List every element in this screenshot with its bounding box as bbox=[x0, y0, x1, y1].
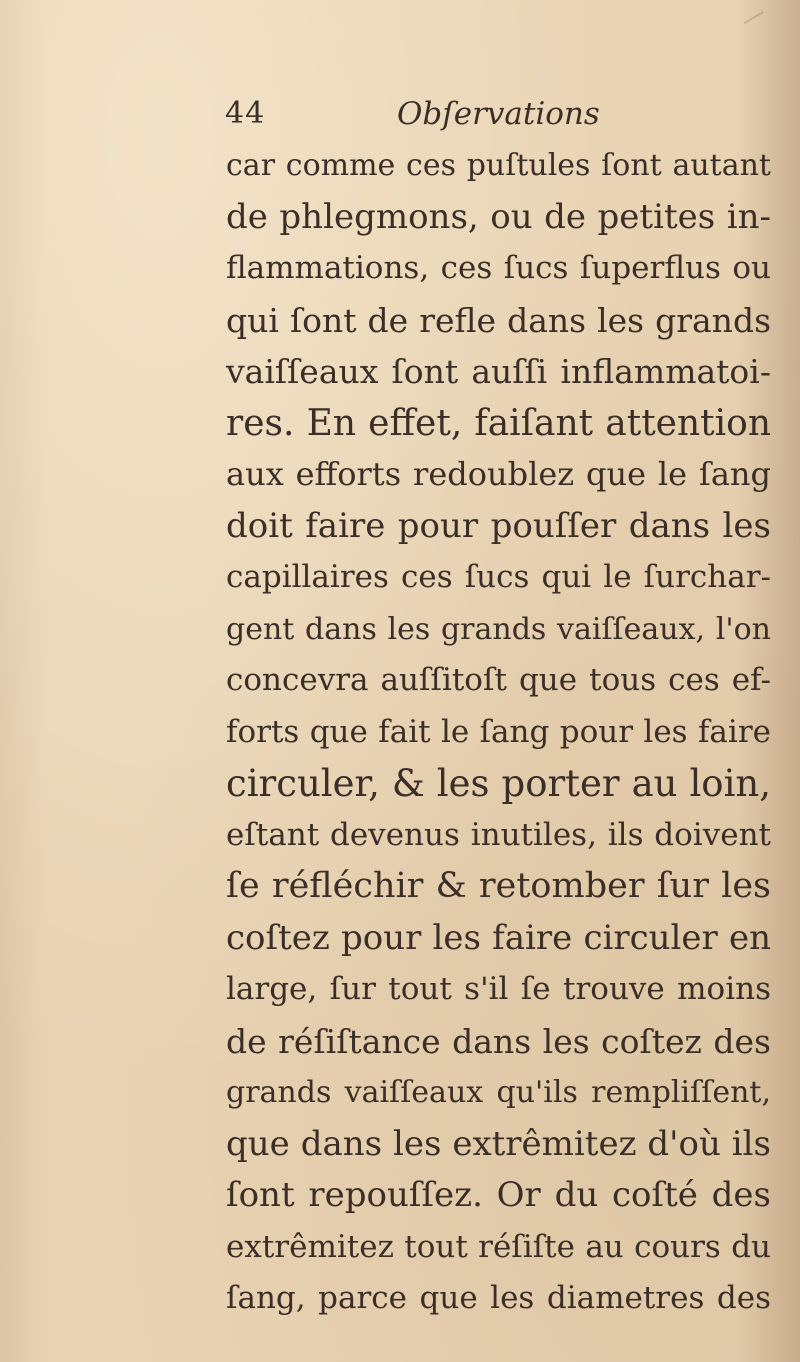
page-number: 44 bbox=[225, 96, 266, 131]
page-corner-mark bbox=[734, 0, 763, 24]
text-line: capillaires ces ſucs qui le ſurchar- bbox=[226, 559, 771, 595]
text-line: coſtez pour les faire circuler en bbox=[226, 917, 771, 958]
text-line: doit faire pour pouſſer dans les bbox=[226, 505, 771, 546]
text-line: de phlegmons, ou de petites in- bbox=[226, 196, 771, 237]
text-line: flammations, ces ſucs ſuperflus ou bbox=[226, 250, 771, 286]
text-line: eſtant devenus inutiles, ils doivent bbox=[226, 816, 771, 853]
text-line: de réſiſtance dans les coſtez des bbox=[226, 1021, 771, 1061]
text-line: concevra auſſitoſt que tous ces ef- bbox=[226, 662, 771, 698]
text-line: ſe réfléchir & retomber ſur les bbox=[226, 866, 771, 906]
text-line: car comme ces puſtules ſont autant bbox=[226, 148, 771, 183]
text-line: que dans les extrêmitez d'où ils bbox=[226, 1123, 771, 1164]
text-line: extrêmitez tout réſiſte au cours du bbox=[226, 1228, 771, 1265]
text-line: circuler, & les porter au loin, bbox=[226, 762, 771, 805]
text-line: vaiſſeaux ſont auſſi inflammatoi- bbox=[226, 352, 771, 391]
running-title: Obſervations bbox=[397, 96, 600, 132]
text-line: aux efforts redoublez que le ſang bbox=[226, 455, 771, 493]
text-line: large, ſur tout s'il ſe trouve moins bbox=[226, 971, 771, 1007]
running-head bbox=[225, 96, 745, 142]
body-text bbox=[226, 140, 771, 1325]
text-line: ſang, parce que les diametres des bbox=[226, 1280, 771, 1316]
text-line: gent dans les grands vaiſſeaux, l'on bbox=[226, 611, 771, 647]
text-line: forts que fait le ſang pour les faire bbox=[226, 713, 771, 750]
text-line: qui ſont de refle dans les grands bbox=[226, 300, 771, 340]
text-line: ſont repouſſez. Or du coſté des bbox=[226, 1175, 771, 1215]
text-line: grands vaiſſeaux qu'ils rempliſſent, bbox=[226, 1075, 771, 1110]
text-line: res. En effet, faiſant attention bbox=[226, 402, 771, 444]
